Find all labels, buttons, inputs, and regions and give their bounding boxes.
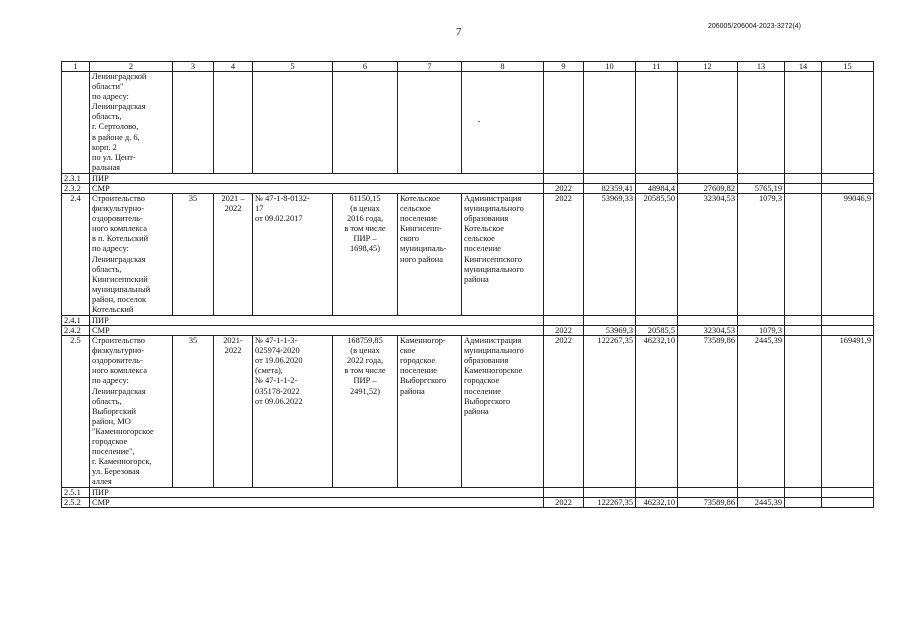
document-code: 206005/206004-2023-3272(4) [707, 23, 801, 30]
column-header: 1 [62, 62, 90, 72]
year-cell: 2022 [544, 336, 584, 488]
column-header: 7 [398, 62, 462, 72]
value-cell: 27609,82 [678, 183, 738, 193]
row-number: 2.5.1 [62, 488, 90, 498]
row-label: ПИР [90, 316, 544, 326]
column-header: 10 [584, 62, 636, 72]
value-cell: 122267,35 [584, 498, 636, 508]
value-cell: 53969,3 [584, 326, 636, 336]
capacity-cell: 35 [173, 336, 214, 488]
customer-cell: Администрация муниципального образования Каменногорское городское поселение Выборгского района [462, 336, 544, 488]
table-row [62, 498, 874, 508]
table-row [62, 488, 874, 498]
settlement-cell: Каменногор- ское городское поселение Выборгского района [398, 336, 462, 488]
total-cell: 99046,9 [822, 193, 874, 315]
row-number: 2.3.1 [62, 173, 90, 183]
row-number: 2.5 [62, 336, 90, 488]
column-header: 4 [214, 62, 253, 72]
scan-mark [478, 121, 480, 122]
value-cell: 5765,19 [738, 183, 785, 193]
column-header: 12 [678, 62, 738, 72]
year-cell: 2022 [544, 193, 584, 315]
row-number: 2.4.2 [62, 326, 90, 336]
row-label: СМР [90, 498, 544, 508]
value-cell: 73589,86 [678, 498, 738, 508]
object-name: Строительство физкультурно- оздоровитель- ного комплекса по адресу: Ленинградская область, Выборгский район, МО "Каменногорское городское поселение", г. Каменногорск, ул. Березовая аллея [90, 336, 173, 488]
table-row [62, 173, 874, 183]
period-cell: 2021 – 2022 [214, 193, 253, 315]
value-cell: 2445,39 [738, 498, 785, 508]
row-number: 2.4.1 [62, 316, 90, 326]
column-header: 3 [173, 62, 214, 72]
object-name: Ленинградской области" по адресу: Ленинградская область, г. Сертолово, в районе д. 6, корп. 2 по ул. Цент- ральная [90, 72, 173, 174]
table-row [62, 183, 874, 193]
object-name: Строительство физкультурно- оздоровитель- ного комплекса в п. Котельский по адресу: Ленинградская область, Кингисеппский муниципальный район, поселок Котельский [90, 193, 173, 315]
total-cell: 169491,9 [822, 336, 874, 488]
period-cell: 2021- 2022 [214, 336, 253, 488]
row-number: 2.4 [62, 193, 90, 315]
value-cell: 53969,33 [584, 193, 636, 315]
table-row [62, 326, 874, 336]
column-header: 11 [636, 62, 678, 72]
value-cell: 1079,3 [738, 193, 785, 315]
value-cell: 73589,86 [678, 336, 738, 488]
cost-cell: 61150,15 (в ценах 2016 года, в том числе ПИР – 1698,45) [333, 193, 398, 315]
row-label: ПИР [90, 488, 544, 498]
settlement-cell: Котельское сельское поселение Кингисепп- ского муниципаль- ного района [398, 193, 462, 315]
table-row [62, 316, 874, 326]
customer-cell: Администрация муниципального образования Котельское сельское поселение Кингисеппского муниципального района [462, 193, 544, 315]
column-header: 14 [785, 62, 822, 72]
value-cell: 20585,50 [636, 193, 678, 315]
value-cell: 32304,53 [678, 326, 738, 336]
year-cell: 2022 [544, 183, 584, 193]
table-header-row [62, 62, 874, 72]
page-number: 7 [456, 26, 462, 38]
row-label: СМР [90, 326, 544, 336]
year-cell: 2022 [544, 498, 584, 508]
expertise-cell: № 47-1-8-0132- 17 от 09.02.2017 [253, 193, 333, 315]
capacity-cell: 35 [173, 193, 214, 315]
column-header: 2 [90, 62, 173, 72]
value-cell: 122267,35 [584, 336, 636, 488]
column-header: 6 [333, 62, 398, 72]
row-label: СМР [90, 183, 544, 193]
value-cell: 46232,10 [636, 498, 678, 508]
row-number: 2.5.2 [62, 498, 90, 508]
value-cell: 20585,5 [636, 326, 678, 336]
program-table [61, 61, 874, 508]
value-cell: 2445,39 [738, 336, 785, 488]
year-cell: 2022 [544, 326, 584, 336]
column-header: 8 [462, 62, 544, 72]
column-header: 5 [253, 62, 333, 72]
value-cell: 48984,4 [636, 183, 678, 193]
column-header: 9 [544, 62, 584, 72]
row-number: 2.3.2 [62, 183, 90, 193]
row-label: ПИР [90, 173, 544, 183]
value-cell: 1079,3 [738, 326, 785, 336]
cost-cell: 168759,85 (в ценах 2022 года, в том числе ПИР – 2491,52) [333, 336, 398, 488]
column-header: 13 [738, 62, 785, 72]
table-row [62, 72, 874, 174]
value-cell: 82359,41 [584, 183, 636, 193]
value-cell: 46232,10 [636, 336, 678, 488]
column-header: 15 [822, 62, 874, 72]
table-row [62, 336, 874, 488]
value-cell: 32304,53 [678, 193, 738, 315]
expertise-cell: № 47-1-1-3- 025974-2020 от 19.06.2020 (смета), № 47-1-1-2- 035178-2022 от 09.06.2022 [253, 336, 333, 488]
table-row [62, 193, 874, 315]
